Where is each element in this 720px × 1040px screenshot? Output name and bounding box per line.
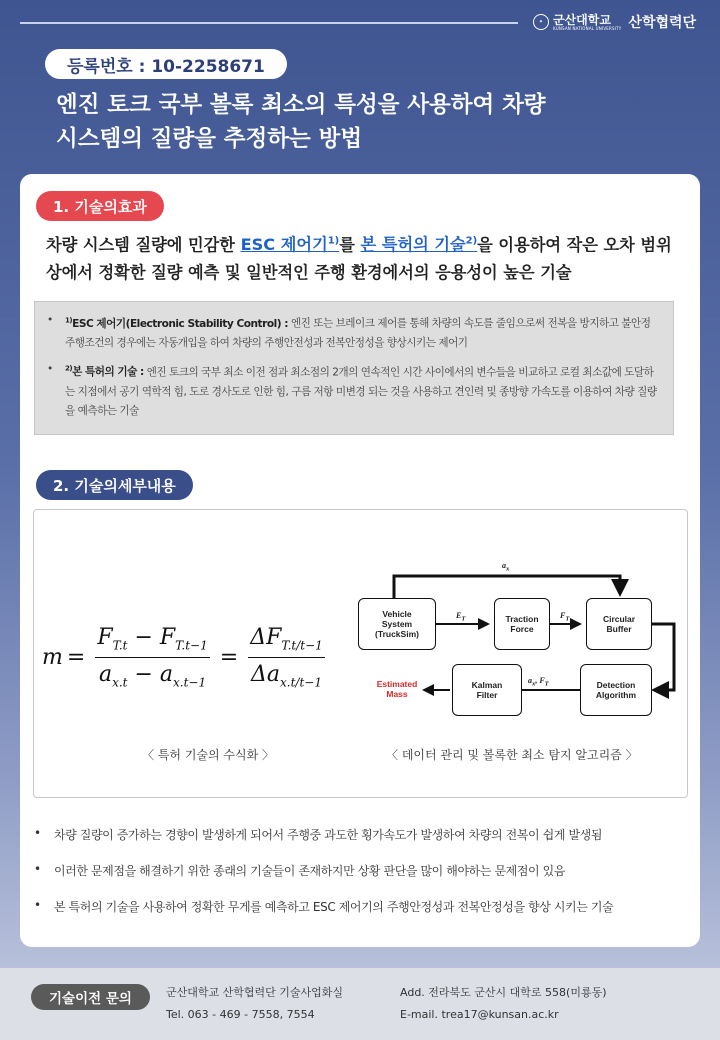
estimated-mass-label: Estimated Mass [376,679,418,699]
section-1-label: 1. 기술의효과 [36,191,164,221]
caption-algorithm: 〈 데이터 관리 및 볼록한 최소 탐지 알고리즘 〉 [386,748,638,762]
et-label: $E_T$ [456,611,466,623]
footer [0,968,720,1040]
footnote-esc: • $^{1)}$ESC 제어기(Electronic Stability Control) : 엔진 또는 브레이크 제어를 통해 차량의 속도를 줄임으로써 전복을 방지하고 불안정 주행조건의 경우에는 자동개입을 하여 차량의 주행안전성과 전복안정성을 향상시키는 제어기 [47,314,651,350]
ft-label: $F_T$ [560,611,570,623]
detail-bullets [34,826,684,934]
department-name: 산학협력단 [628,15,697,31]
university-name: 군산대학교 [553,12,611,27]
list-item: • 차량 질량이 증가하는 경향이 발생하게 되어서 주행중 과도한 횡가속도가 발생하여 차량의 전복이 쉽게 발생됨 [34,826,603,842]
content-card [20,174,700,947]
list-item: • 이러한 문제점을 해결하기 위한 종래의 기술들이 존재하지만 상황 판단을 많이 해야하는 문제점이 있음 [34,862,566,878]
university-name-en: KUNSAN NATIONAL UNIVERSITY [553,25,622,31]
brand-logo [533,12,696,32]
algorithm-diagram [352,558,684,728]
footer-email: E-mail. trea17@kunsan.ac.kr [400,1008,559,1021]
effect-summary: 차량 시스템 질량에 민감한 ESC 제어기$^{1)}$를 본 특허의 기술$^{2)}$을 이용하여 작은 오차 범위 상에서 정확한 질량 예측 및 일반적인 주행 환경에서의 응용성이 높은 기술 [46,235,672,283]
title-line-2: 시스템의 질량을 추정하는 방법 [56,126,363,152]
esc-link: ESC 제어기$^{1)}$ [240,235,340,255]
contact-label: 기술이전 문의 [31,984,150,1010]
top-rule [20,22,518,24]
mass-formula: m = $\frac{F_{T.t} - F_{T.t-1}}{a_{x.t} - a_{x.t-1}}$ = $\frac{\Delta F_{T.t/t-1}}{\Delta a_{x.t/t-1}}$ [42,625,323,689]
figure-box [33,509,688,798]
footer-org: 군산대학교 산학협력단 기술사업화실 [166,986,344,999]
traction-force-box: Traction Force [494,598,550,650]
ax-ft-label: $a_x$, $F_T$ [528,676,549,688]
footnote-patent: • $^{2)}$본 특허의 기술 : 엔진 토크의 국부 최소 이전 점과 최소점의 2개의 연속적인 시간 사이에서의 변수들을 비교하고 로컬 최소값에 도달하는 지점에서 공기 역학적 힘, 도로 경사도로 인한 힘, 구름 저항 미변경 되는 것을 사용하고 견인력 및 종방향 가속도를 이용하여 차량 질량을 예측하는 기술 [47,362,657,418]
kalman-filter-box: Kalman Filter [452,664,522,716]
section-2-label: 2. 기술의세부내용 [36,470,193,500]
footnotes-box [34,301,674,435]
caption-formula: 〈 특허 기술의 수식화 〉 [142,748,274,762]
registration-number: 등록번호 : 10-2258671 [45,49,287,79]
footer-tel: Tel. 063 - 469 - 7558, 7554 [166,1008,315,1021]
ax-label: $a_x$ [502,561,510,573]
title-line-1: 엔진 토크 국부 볼록 최소의 특성을 사용하여 차량 [56,92,546,118]
list-item: • 본 특허의 기술을 사용하여 정확한 무게를 예측하고 ESC 제어기의 주행안정성과 전복안정성을 향상 시키는 기술 [34,898,614,914]
vehicle-system-box: Vehicle System (TruckSim) [358,598,436,650]
university-seal-icon: ✦ [533,14,549,30]
patent-link: 본 특허의 기술$^{2)}$ [360,235,478,255]
detection-algorithm-box: Detection Algorithm [580,664,652,716]
footer-address: Add. 전라북도 군산시 대학로 558(미룡동) [400,986,607,999]
circular-buffer-box: Circular Buffer [586,598,652,650]
page-title [56,88,676,156]
